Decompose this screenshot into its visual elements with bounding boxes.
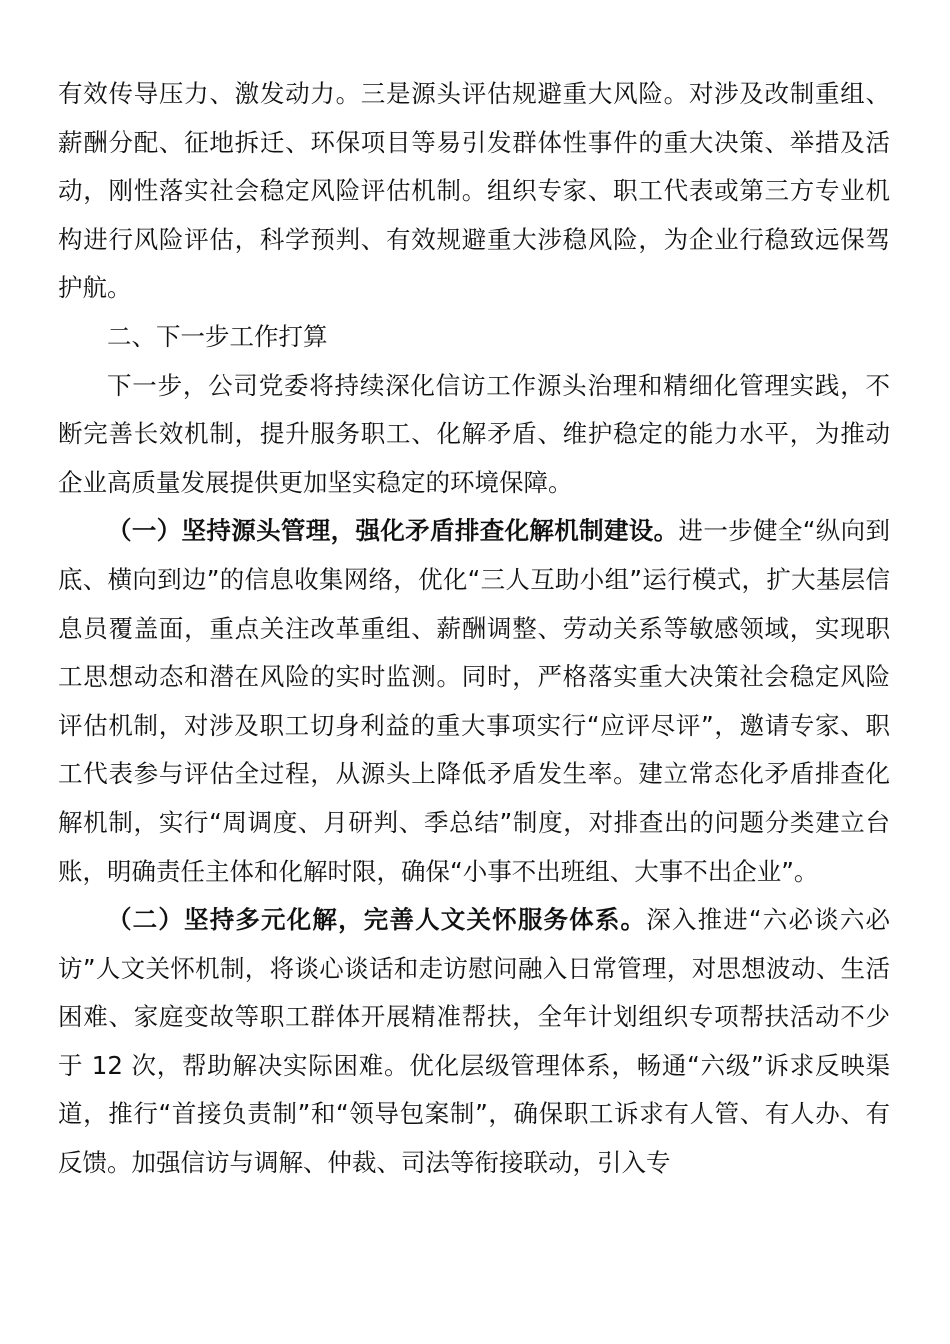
continuation-paragraph: 有效传导压力、激发动力。三是源头评估规避重大风险。对涉及改制重组、薪酬分配、征地拆迁、环保项目等易引发群体性事件的重大决策、举措及活动，刚性落实社会稳定风险评估机制。组织专家、职工代表或第三方专业机构进行风险评估，科学预判、有效规避重大涉稳风险，为企业行稳致远保驾护航。 [58,79,890,303]
intro-paragraph: 下一步，公司党委将持续深化信访工作源头治理和精细化管理实践，不断完善长效机制，提升服务职工、化解矛盾、维护稳定的能力水平，为推动企业高质量发展提供更加坚实稳定的环境保障。 [58,370,890,497]
item-two-paragraph [58,896,890,1188]
item-one-paragraph [58,507,890,896]
section-heading: 二、下一步工作打算 [107,321,328,351]
item-one-heading: （一）坚持源头管理，强化矛盾排查化解机制建设。 [107,516,679,546]
item-two-text: 深入推进“六必谈六必访”人文关怀机制，将谈心谈话和走访慰问融入日常管理，对思想波动、生活困难、家庭变故等职工群体开展精准帮扶，全年计划组织专项帮扶活动不少于 12 次，帮助解决实际困难。优化层级管理体系，畅通“六级”诉求反映渠道，推行“首接负责制”和“领导包案制”，确保职工诉求有人管、有人办、有反馈。加强信访与调解、仲裁、司法等衔接联动，引入专 [58,905,890,1178]
document-body [58,70,890,1188]
item-two-heading: （二）坚持多元化解，完善人文关怀服务体系。 [107,905,647,935]
item-one-text: 进一步健全“纵向到底、横向到边”的信息收集网络，优化“三人互助小组”运行模式，扩大基层信息员覆盖面，重点关注改革重组、薪酬调整、劳动关系等敏感领域，实现职工思想动态和潜在风险的实时监测。同时，严格落实重大决策社会稳定风险评估机制，对涉及职工切身利益的重大事项实行“应评尽评”，邀请专家、职工代表参与评估全过程，从源头上降低矛盾发生率。建立常态化矛盾排查化解机制，实行“周调度、月研判、季总结”制度，对排查出的问题分类建立台账，明确责任主体和化解时限，确保“小事不出班组、大事不出企业”。 [58,516,890,886]
